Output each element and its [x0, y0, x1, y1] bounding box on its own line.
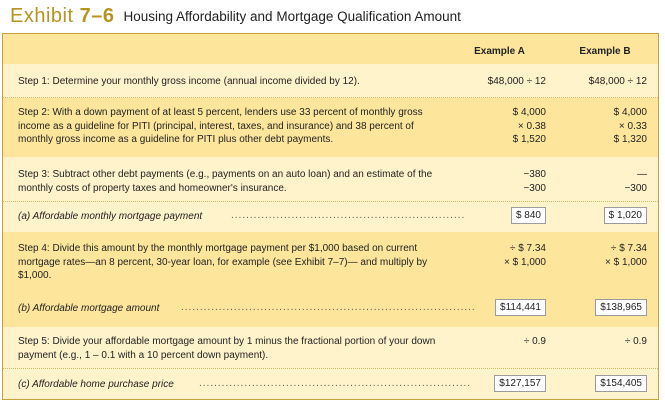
step2-b-ratio: × 0.33 [618, 120, 647, 132]
step2-example-b [563, 106, 647, 147]
step1-example-b: $48,000 ÷ 12 [588, 76, 647, 87]
header-example-b: Example B [579, 46, 631, 57]
affordable-mortgage-b-value: $138,965 [595, 299, 647, 316]
step3-example-b [563, 168, 647, 195]
exhibit-number: 7–6 [79, 4, 115, 27]
step2-row [3, 98, 658, 157]
affordable-price-a [453, 375, 546, 392]
dot-leader: ........................................................................ [199, 378, 472, 389]
step2-b-income: $ 4,000 [613, 107, 647, 118]
step4-a-rate: ÷ $ 7.34 [509, 243, 546, 254]
affordability-table [2, 33, 659, 400]
step2-a-result: $ 1,520 [512, 134, 546, 145]
affordable-price-label: (c) Affordable home purchase price [18, 379, 174, 390]
affordable-price-b [563, 375, 647, 392]
step2-a-income: $ 4,000 [512, 107, 546, 118]
header-example-a: Example A [474, 46, 525, 57]
step4-text: Step 4: Divide this amount by the monthly mortgage payment per $1,000 based on current mortgage rates—an 8 percent, 30-year loan, for example (see Exhibit 7–7)— and multiply by $1,000. [18, 243, 428, 281]
dot-leader: .............................................................................. [181, 302, 476, 313]
affordable-mortgage-a-value: $114,441 [495, 299, 546, 316]
step3-text: Step 3: Subtract other debt payments (e.g., payments on an auto loan) and an estimate of the monthly costs of property taxes and homeowner's insurance. [18, 169, 433, 194]
step2-text: Step 2: With a down payment of at least 5 percent, lenders use 33 percent of monthly gross income as a guideline for PITI (principal, interest, taxes, and insurance) and 38 percent of monthly gross income as a guideline for PITI plus other debt payments. [18, 107, 423, 145]
step2-example-a [453, 106, 546, 147]
affordable-payment-b [563, 207, 647, 224]
step5-row [3, 327, 658, 369]
title-bar [0, 0, 665, 32]
exhibit-word: Exhibit [10, 4, 74, 27]
step2-b-result: $ 1,320 [613, 134, 647, 145]
header-row [3, 34, 658, 64]
step3-a-debt: −380 [523, 169, 546, 180]
step1-text: Step 1: Determine your monthly gross income (annual income divided by 12). [18, 76, 360, 87]
affordable-payment-label: (a) Affordable monthly mortgage payment [18, 211, 203, 222]
step4-example-b [563, 242, 647, 269]
step4-example-a [453, 242, 546, 269]
step1-example-a: $48,000 ÷ 12 [487, 76, 546, 87]
step3-a-taxes: −300 [523, 182, 546, 194]
step1-row [3, 64, 658, 98]
step4-b-multiplier: × $ 1,000 [605, 256, 647, 268]
affordable-payment-row [3, 202, 658, 232]
step5-text: Step 5: Divide your affordable mortgage amount by 1 minus the fractional portion of your down payment (e.g., 1 – 0.1 with a 10 percent down payment). [18, 336, 436, 361]
affordable-price-a-value: $127,157 [494, 375, 546, 392]
step5-example-b: ÷ 0.9 [624, 336, 647, 347]
step3-b-taxes: −300 [624, 182, 647, 194]
step4-a-multiplier: × $ 1,000 [504, 256, 546, 268]
affordable-price-b-value: $154,405 [595, 375, 647, 392]
step4-row [3, 232, 658, 327]
step3-b-debt: — [637, 169, 647, 180]
affordable-payment-b-value: $ 1,020 [604, 207, 647, 224]
exhibit-label [10, 5, 114, 28]
step2-a-ratio: × 0.38 [517, 120, 546, 132]
affordable-price-row [3, 369, 658, 399]
affordable-mortgage-a [453, 299, 546, 316]
affordable-payment-a [453, 207, 546, 224]
step4-b-rate: ÷ $ 7.34 [610, 243, 647, 254]
step3-example-a [453, 168, 546, 195]
dot-leader: .............................................................. [231, 210, 466, 221]
affordable-payment-a-value: $ 840 [511, 207, 546, 224]
affordable-mortgage-label: (b) Affordable mortgage amount [18, 303, 160, 314]
exhibit-title: Housing Affordability and Mortgage Qualification Amount [123, 8, 461, 24]
step5-example-a: ÷ 0.9 [523, 336, 546, 347]
affordable-mortgage-b [563, 299, 647, 316]
step3-row [3, 157, 658, 202]
